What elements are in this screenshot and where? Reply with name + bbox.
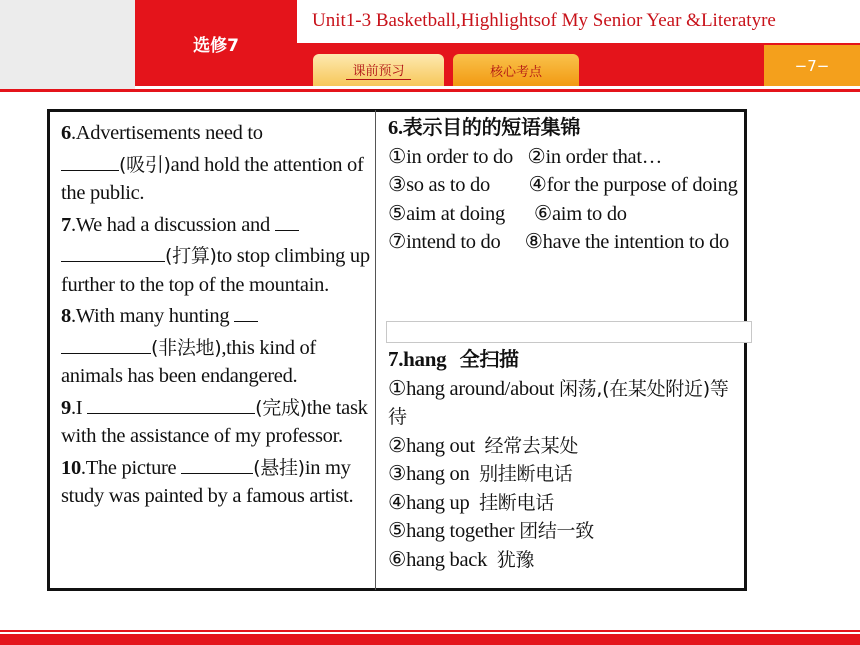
answer-blank[interactable]: [87, 391, 255, 414]
tab-core-label: 核心考点: [489, 64, 542, 80]
section-6-heading: 6.表示目的的短语集锦: [388, 115, 581, 139]
hang-phrase-4: ④hang up 挂断电话: [388, 491, 554, 514]
header-underline: [0, 89, 860, 92]
tab-preview-label: 课前预习: [346, 60, 410, 80]
phrase-reference: [388, 113, 738, 257]
hang-phrase-6: ⑥hang back 犹豫: [388, 548, 535, 571]
question-9: 9.I (完成)the task with the assistance of my professor.: [61, 391, 371, 451]
column-divider: [375, 110, 376, 590]
hang-phrase-5: ⑤hang together 团结一致: [388, 520, 594, 542]
page-number: −7−: [764, 45, 860, 86]
hang-phrases: [388, 345, 743, 574]
answer-blank[interactable]: [181, 451, 253, 474]
question-7: 7.We had a discussion and (打算)to stop climbing up further to the top of the mountain.: [61, 208, 371, 300]
answer-blank[interactable]: [61, 331, 151, 354]
answer-blank[interactable]: [61, 239, 165, 262]
question-6: 6.Advertisements need to (吸引)and hold the attention of the public.: [61, 122, 364, 204]
hang-phrase-2: ②hang out 经常去某处: [388, 434, 579, 457]
section-7-heading: 7.hang 全扫描: [388, 347, 519, 371]
blank-row: [386, 321, 752, 343]
unit-title: Unit1-3 Basketball,Highlightsof My Senior Year &Literatyre: [312, 10, 776, 31]
answer-blank[interactable]: [275, 208, 299, 231]
hang-phrase-3: ③hang on 别挂断电话: [388, 463, 573, 485]
question-8: 8.With many hunting (非法地),this kind of animals has been endangered.: [61, 299, 371, 391]
footer-rule: [0, 630, 860, 632]
answer-blank[interactable]: [234, 299, 258, 322]
header-left-panel: [0, 0, 135, 89]
answer-blank[interactable]: [61, 148, 119, 171]
section-label: 选修7: [135, 0, 297, 86]
tab-core[interactable]: [453, 54, 579, 86]
header-bar: [0, 0, 860, 89]
footer-bar: [0, 634, 860, 645]
hang-phrase-1: ①hang around/about 闲荡,(在某处附近)等待: [388, 377, 729, 428]
purpose-phrases: ①in order to do ②in order that… ③so as to do ④for the purpose of doing ⑤aim at doing ⑥aim to do ⑦intend to do ⑧have the intention to do: [388, 145, 738, 253]
exercise-questions: [61, 119, 371, 511]
question-10: 10.The picture (悬挂)in my study was painted by a famous artist.: [61, 451, 371, 511]
tab-preview[interactable]: [313, 54, 444, 86]
